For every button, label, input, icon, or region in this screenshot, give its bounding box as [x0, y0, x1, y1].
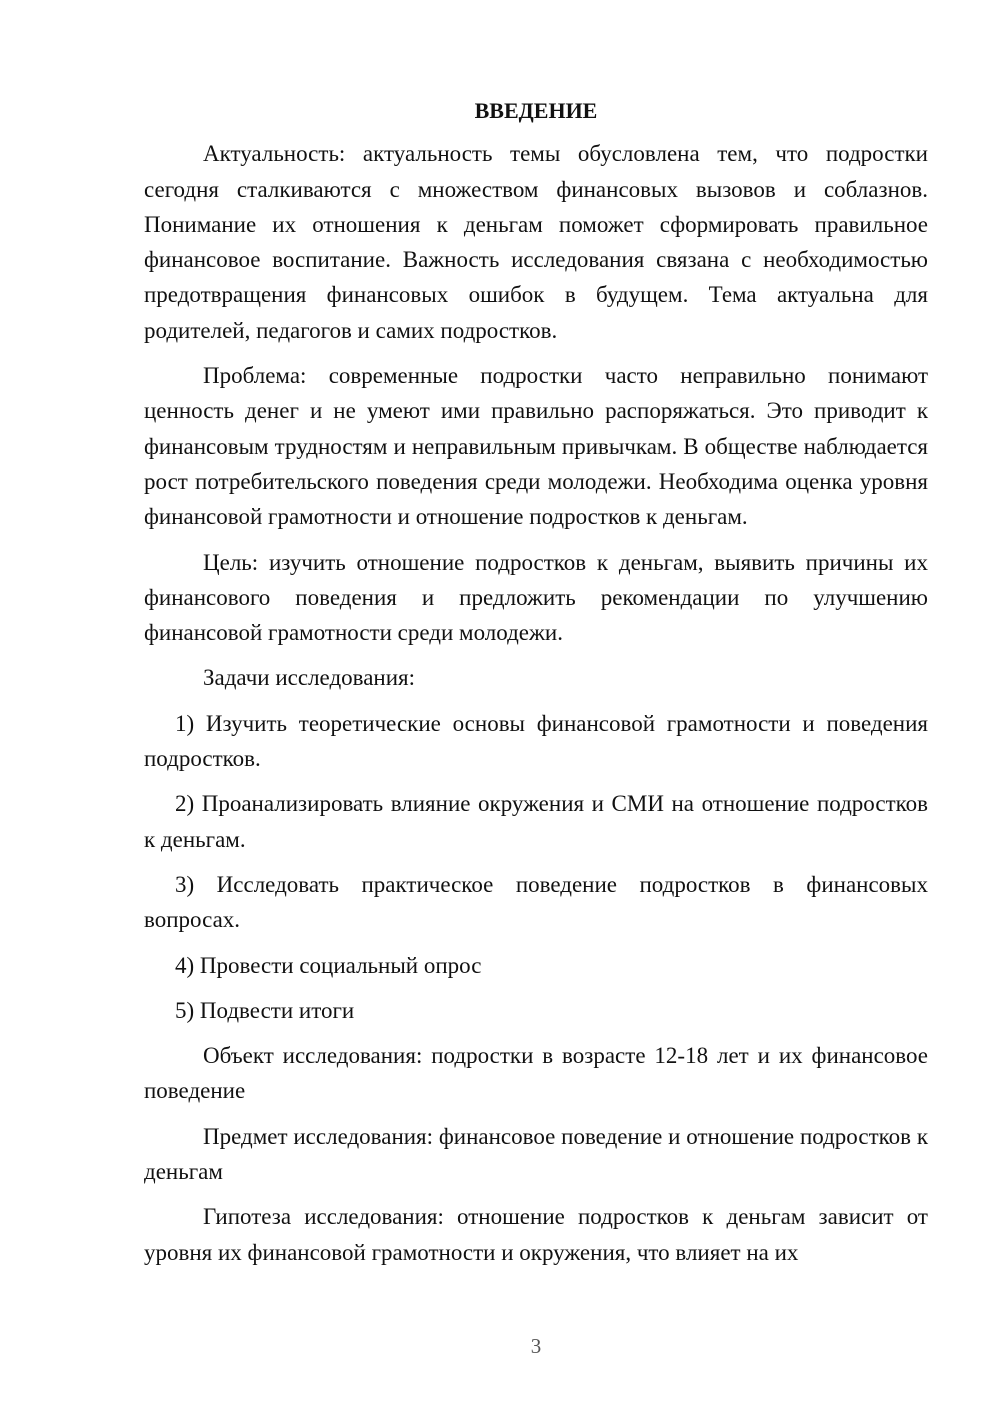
paragraph-subject: Предмет исследования: финансовое поведение и отношение подростков к деньгам: [144, 1123, 928, 1185]
list-item: 1) Изучить теоретические основы финансовой грамотности и поведения подростков.: [144, 710, 928, 772]
list-item: 5) Подвести итоги: [175, 997, 355, 1023]
paragraph-object: Объект исследования: подростки в возрасте 12-18 лет и их финансовое поведение: [144, 1043, 928, 1104]
list-item: 4) Провести социальный опрос: [175, 952, 482, 978]
paragraph-hypothesis: Гипотеза исследования: отношение подростков к деньгам зависит от уровня их финансовой грамотности и окружения, что влияет на их: [144, 1204, 928, 1265]
page-content: [144, 93, 928, 1280]
paragraph-problem: Проблема: современные подростки часто неправильно понимают ценность денег и не умеют ими правильно распоряжаться. Это приводит к финансовым трудностям и неправильным привычкам. В обществе наблюдается рост потребительского поведения среди молодежи. Необходима оценка уровня финансовой грамотности и отношение подростков к деньгам.: [144, 363, 928, 530]
paragraph-tasks-heading: Задачи исследования:: [203, 665, 416, 691]
paragraph-goal: Цель: изучить отношение подростков к деньгам, выявить причины их финансового поведения и предложить рекомендации по улучшению финансовой грамотности среди молодежи.: [144, 549, 928, 646]
list-item: 3) Исследовать практическое поведение подростков в финансовых вопросах.: [144, 871, 928, 933]
paragraph-relevance: Актуальность: актуальность темы обусловлена тем, что подростки сегодня сталкиваются с множеством финансовых вызовов и соблазнов. Понимание их отношения к деньгам поможет сформировать правильное финансовое воспитание. Важность исследования связана с необходимостью предотвращения финансовых ошибок в будущем. Тема актуальна для родителей, педагогов и самих подростков.: [144, 141, 928, 343]
page-number: 3: [530, 1334, 542, 1358]
list-item: 2) Проанализировать влияние окружения и СМИ на отношение подростков к деньгам.: [144, 791, 928, 852]
page-title: ВВЕДЕНИЕ: [474, 98, 598, 123]
